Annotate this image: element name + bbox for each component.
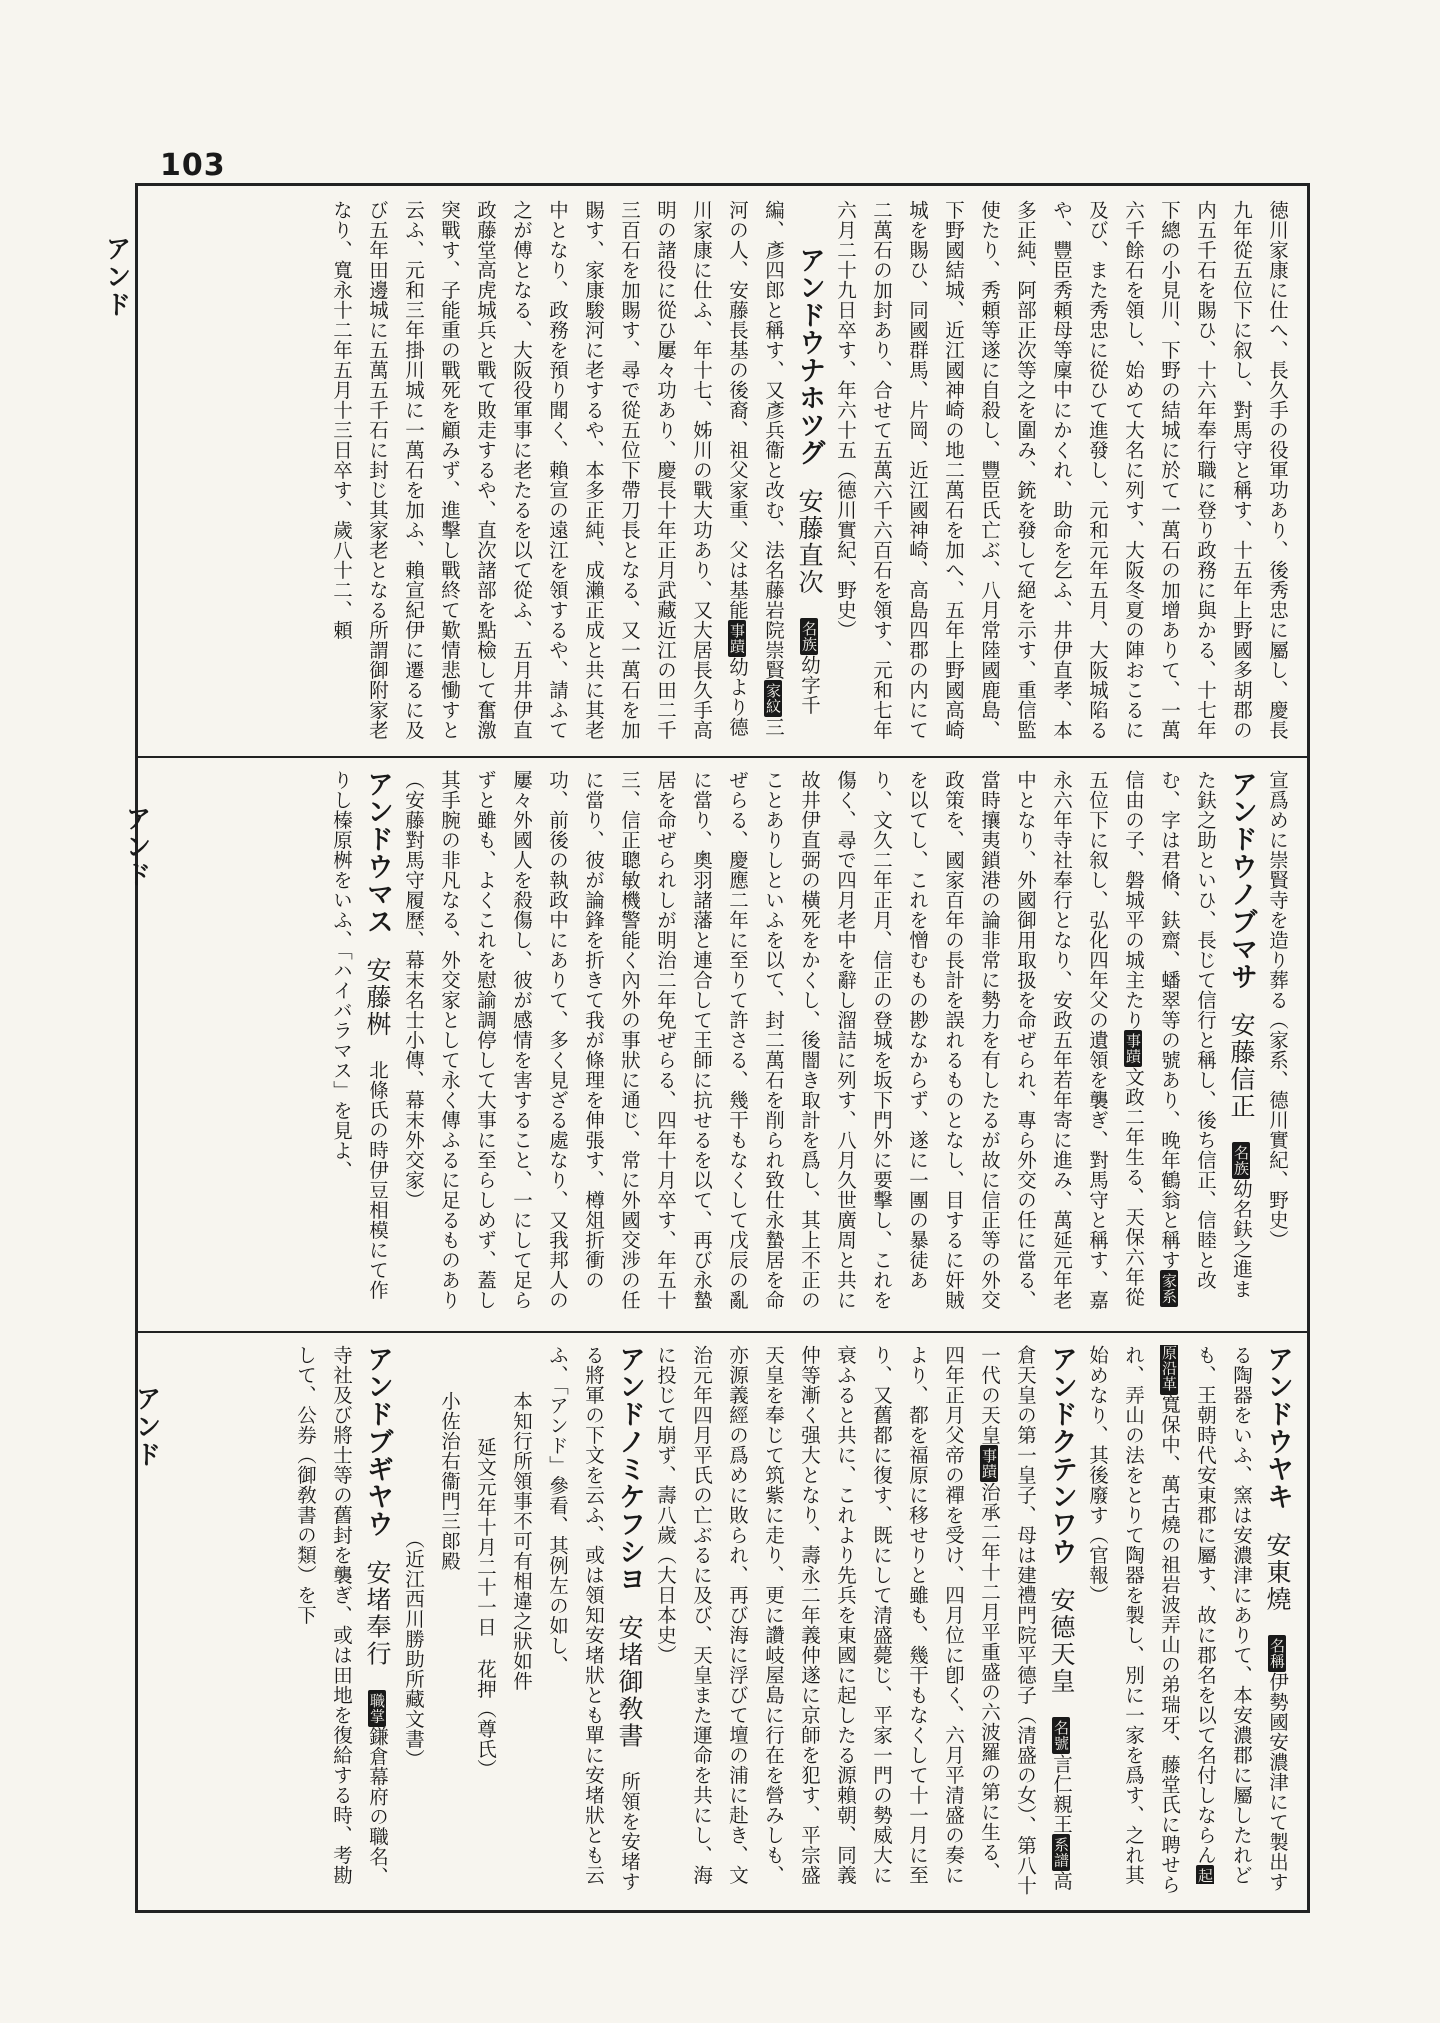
document-addressee: 小佐治右衞門三郞殿	[438, 1391, 461, 1571]
band-1-text	[150, 200, 1295, 742]
entry-heading: アンドウノブマサ	[1226, 770, 1257, 990]
category-tag: 職掌	[368, 1690, 386, 1727]
entry-text: 信由の子、磐城平の城主たり	[1122, 770, 1145, 1030]
side-label: アンド	[121, 805, 151, 889]
page-number: 103	[160, 148, 226, 183]
category-tag: 事蹟	[980, 1445, 998, 1482]
entry-text: 高倉天皇の第一皇子、母は建禮門院平德子（清盛の女）、第八十一代の天皇	[978, 1345, 1073, 1896]
entry-text: 三河の人、安藤長基の後裔、祖父家重、父は基能	[726, 200, 785, 737]
entry-heading: アンドウヤキ	[1262, 1345, 1293, 1510]
entry-text: 言仁親王	[1050, 1754, 1073, 1834]
entry-text: 治承二年十二月平重盛の六波羅の第に生る、四年正月父帝の禪を受け、四月位に卽く、六月平清盛の奏により、都を福原に移せりと雖も、幾干もなくして十一月に至り、又舊都に復す、既にして清盛薨じ、平家一門の勢威大に衰ふると共に、これより先兵を東國に起したる源賴朝、同義仲等漸く强大となり、壽永二年義仲遂に京師を犯す、平宗盛天皇を奉じて筑紫に走り、更に讚岐屋島に行在を營みしも、亦源義經の爲めに敗られ、再び海に浮びて壇の浦に赴き、文治元年四月平氏の亡ぶるに及び、天皇また運命を共にし、海に投じて崩ず、壽八歲（大日本史）	[654, 1345, 1001, 1885]
band-1	[138, 186, 1307, 758]
page-frame	[135, 183, 1310, 1913]
document-date: 延文元年十月二十一日	[474, 1437, 497, 1637]
entry-text: 北條氏の時伊豆相模にて作りし榛原桝をいふ、「ハイバラマス」を見よ、	[330, 770, 389, 1300]
category-tag: 事蹟	[728, 620, 746, 657]
entry-text: 文政二年生る、天保六年從五位下に叙し、弘化四年父の遺領を襲ぎ、對馬守と稱す、嘉永六年寺社奉行となり、安政五年若年寄に進み、萬延元年老中となり、外國御用取扱を命ぜられ、專ら外交の任に當る、當時攘夷鎖港の論非常に勢力を有したるが故に信正等の外交政策を、國家百年の長計を誤れるものとなし、目するに奸賊を以てし、これを憎むもの尠なからず、遂に一團の暴徒あり、文久二年正月、信正の登城を坂下門外に要擊し、これを傷く、尋で四月老中を辭し溜詰に列す、八月久世廣周と共に故井伊直弼の橫死をかくし、後闇き取計を爲し、其上不正のことありしといふを以て、封二萬石を削られ致仕永蟄居を命ぜらる、慶應二年に至りて許さる、幾干もなくして戊辰の亂に當り、奧羽諸藩と連合して王師に抗せるを以て、再び永蟄居を命ぜられしが明治二年免ぜらる、四年十月卒す、年五十三、信正聰敏機警能く內外の事狀に通じ、常に外國交涉の任に當り、彼が論鋒を折きて我が條理を伸張す、樽俎折衝の功、前後の執政中にありて、多く見ざる處なり、又我邦人の屢々外國人を殺傷し、彼が感情を害すること、一にして足らずと雖も、よくこれを慰諭調停して大事に至らしめず、蓋し其手腕の非凡なる、外交家として永く傳ふるに足るものあり（安藤對馬守履歷、幕末名士小傳、幕末外交家）	[402, 770, 1145, 1310]
category-tag: 家紋	[764, 680, 782, 717]
entry-text: 鎌倉幕府の職名、寺社及び將士等の舊封を襲ぎ、或は田地を復給する時、考勘して、公券（御敎書の類）を下	[294, 1345, 389, 1887]
document-source: （近江西川勝助所藏文書）	[402, 1529, 425, 1769]
entry-kanji: 安堵奉行	[363, 1559, 392, 1668]
entry-text: 幼名鈇之進また鈇之助といひ、長じて信行と稱し、後ち信正、信睦と改む、字は君脩、鈇齋、蟠翠等の號あり、晚年鶴翁と稱す	[1158, 770, 1253, 1299]
side-label: アンド	[101, 235, 131, 319]
entry-kanji: 安藤信正	[1227, 1012, 1256, 1120]
category-tag: 名號	[1052, 1717, 1070, 1754]
entry-kanji: 安德天皇	[1047, 1587, 1076, 1695]
side-label: アンド	[131, 1385, 161, 1469]
document-line: 本知行所領事不可有相違之狀如件	[510, 1391, 533, 1691]
category-tag: 名族	[800, 618, 818, 655]
entry-heading: アンドブギヤウ	[362, 1345, 393, 1538]
entry-kanji: 安藤桝	[363, 957, 392, 1038]
document-seal: 花押（尊氏）	[474, 1659, 497, 1779]
entry-kanji: 安藤直次	[795, 488, 824, 596]
entry-kanji: 安堵御敎書	[615, 1614, 644, 1750]
entry-text: 幼より德川家康に仕ふ、年十七、姊川の戰大功あり、又大居長久手高明の諸役に從ひ屢々功あり、慶長十年正月武藏近江の田二千三百石を加賜す、尋で從五位下帶刀長となる、又一萬石を加賜す、家康駿河に老するや、本多正純、成瀨正成と共に其老中となり、政務を預り聞く、賴宣の遠江を領するや、請ふて之が傅となる、大阪役軍事に老たるを以て從ふ、五月井伊直政藤堂高虎城兵と戰て敗走するや、直次諸部を點檢して奮激突戰す、子能重の戰死を顧みず、進擊し戰終て歎情悲慟すと云ふ、元和三年掛川城に一萬石を加ふ、賴宣紀伊に遷るに及び五年田邊城に五萬五千石に封じ其家老となる所謂御附家老なり、寬永十二年五月十三日卒す、歲八十二、頼	[330, 200, 749, 740]
category-tag: 家系	[1160, 1270, 1178, 1307]
entry-text: 幼字千編、彥四郎と稱す、又彥兵衞と改む、法名藤岩院崇賢	[762, 200, 821, 715]
band-2-text	[150, 770, 1295, 1317]
entry-heading: アンドクテンワウ	[1046, 1345, 1077, 1565]
entry-kanji: 安東燒	[1263, 1532, 1292, 1613]
continuation-text: 徳川家康に仕へ、長久手の役軍功あり、後秀忠に屬し、慶長九年從五位下に叙し、對馬守と稱す、十五年上野國多胡郡の内五千石を賜ひ、十六年奉行職に登り政務に與かる、十七年下總の小見川、下野の結城に於て一萬石の加增ありて、一萬六千餘石を領し、始めて大名に列す、大阪冬夏の陣おこるに及び、また秀忠に從ひて進發し、元和元年五月、大阪城陷るや、豐臣秀頼母等廩中にかくれ、助命を乞ふ、井伊直孝、本多正純、阿部正次等之を圍み、銃を發して絕を示す、重信監使たり、秀頼等遂に自殺し、豐臣氏亡ぶ、八月常陸國鹿島、下野國結城、近江國神崎の地二萬石を加へ、五年上野國高崎城を賜ひ、同國群馬、片岡、近江國神崎、高島四郡の内にて二萬石の加封あり、合せて五萬六千六百石を領す、元和七年六月二十九日卒す、年六十五（德川實紀、野史）	[834, 200, 1289, 740]
band-2	[138, 756, 1307, 1333]
band-3-text	[150, 1345, 1295, 1896]
entry-text: 寬保中、萬古燒の祖岩波弄山の弟瑞牙、藤堂氏に聘せられ、弄山の法をとりて陶器を製し、別に一家を爲す、之れ其始めなり、其後廢す（官報）	[1086, 1345, 1181, 1895]
continuation-text: 宣爲めに崇賢寺を造り葬る（家系、德川實紀、野史）	[1266, 770, 1289, 1250]
category-tag: 名族	[1232, 1142, 1250, 1179]
category-tag: 名稱	[1268, 1635, 1286, 1672]
entry-text: 伊勢國安濃津にて製出する陶器をいふ、窯は安濃津にありて、本安濃郡に屬したれども、王朝時代安東郡に屬す、故に郡名を以て名付しならん	[1194, 1345, 1289, 1892]
entry-heading: アンドノミケフシヨ	[614, 1345, 645, 1593]
category-tag: 事蹟	[1124, 1030, 1142, 1067]
entry-heading: アンドウマス	[362, 770, 393, 935]
entry-text: 所領を安堵する將軍の下文を云ふ、或は領知安堵狀とも單に安堵狀とも云ふ、「アンド」參看、其例左の如し、	[546, 1345, 641, 1892]
category-tag: 系譜	[1052, 1834, 1070, 1871]
entry-heading: アンドウナホツグ	[794, 246, 825, 466]
band-3	[138, 1331, 1307, 1910]
category-tag: 起原沿革	[1160, 1345, 1214, 1884]
